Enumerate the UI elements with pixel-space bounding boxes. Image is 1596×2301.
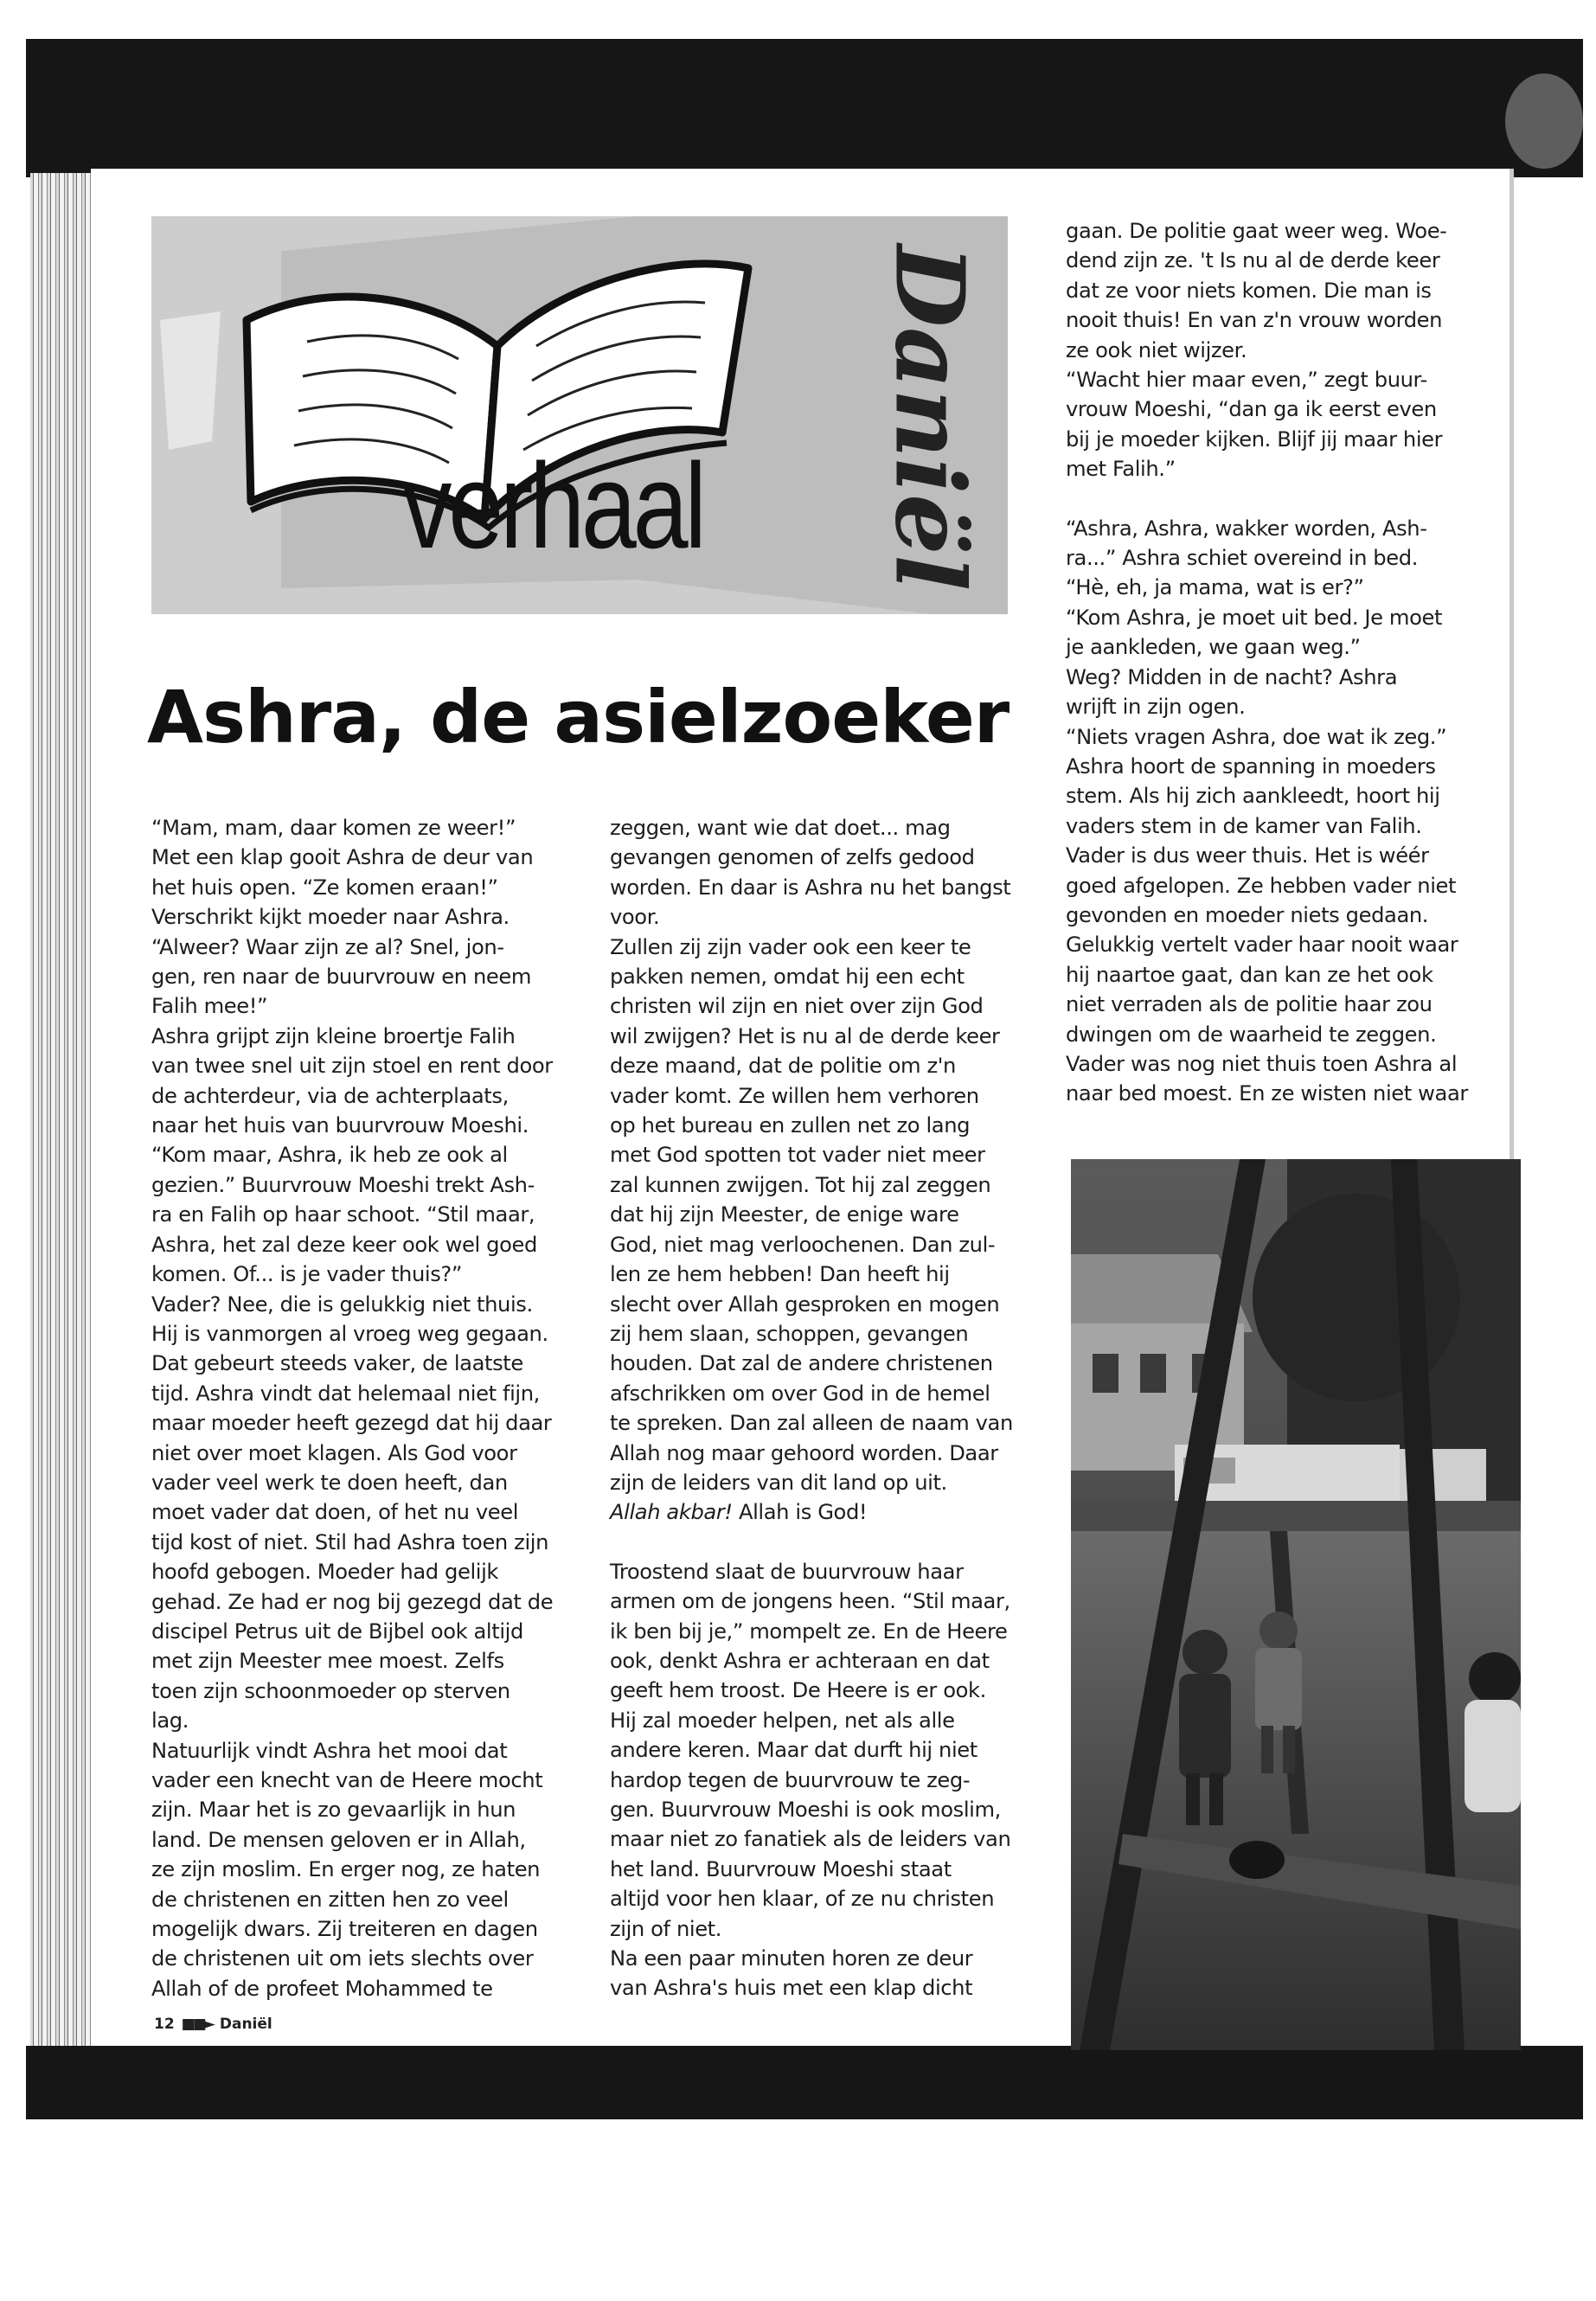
text-line: geeft hem troost. De Heere is er ook. [610,1678,986,1703]
text-line: wil zwijgen? Het is nu al de derde keer [610,1023,1000,1048]
text-line: gen, ren naar de buurvrouw en neem [151,965,532,990]
text-line: deze maand, dat de politie om z'n [610,1054,956,1079]
text-line: Vader is dus weer thuis. Het is wéér [1066,843,1429,868]
text-line: zeggen, want wie dat doet... mag [610,816,951,840]
text-line: Hij zal moeder helpen, net als alle [610,1708,955,1733]
text-line: hij naartoe gaat, dan kan ze het ook [1066,962,1433,987]
text-line: op het bureau en zullen net zo lang [610,1113,971,1138]
text-line: van Ashra's huis met een klap dicht [610,1976,973,2001]
text-line: niet over moet klagen. Als God voor [151,1440,517,1465]
text-line: vader komt. Ze willen hem verhoren [610,1083,979,1108]
text-line: God, niet mag verloochenen. Dan zul- [610,1232,996,1257]
text-line: maar niet zo fanatiek als de leiders van [610,1827,1011,1852]
text-line: Natuurlijk vindt Ashra het mooi dat [151,1738,508,1763]
text-line: christen wil zijn en niet over zijn God [610,994,984,1019]
text-line: lag. [151,1708,189,1734]
text-line: vader een knecht van de Heere mocht [151,1768,543,1792]
text-line: afschrikken om over God in de hemel [610,1381,990,1406]
text-line: dwingen om de waarheid te zeggen. [1066,1022,1437,1047]
text-line: met God spotten tot vader niet meer [610,1143,985,1168]
text-line: voor. [610,905,660,930]
text-line: gaan. De politie gaat weer weg. Woe- [1066,219,1447,243]
text-line: dend zijn ze. 't Is nu al de derde keer [1066,248,1440,273]
text-line: land. De mensen geloven er in Allah, [151,1827,526,1852]
text-line: vrouw Moeshi, “dan ga ik eerst even [1066,397,1437,422]
text-line: Hij is vanmorgen al vroeg weg gegaan. [151,1321,548,1346]
text-line: “Wacht hier maar even,” zegt buur- [1066,368,1427,393]
text-line: nooit thuis! En van z'n vrouw worden [1066,308,1443,333]
playground-photo-image [1071,1159,1521,2050]
text-line: ra en Falih op haar schoot. “Stil maar, [151,1202,535,1227]
text-line: hardop tegen de buurvrouw te zeg- [610,1767,971,1792]
text-line: tijd kost of niet. Stil had Ashra toen zijn [151,1529,549,1554]
text-line: Zullen zij zijn vader ook een keer te [610,934,971,959]
text-line: van twee snel uit zijn stoel en rent door [151,1054,553,1079]
page-number: 12 [154,2016,175,2033]
arrow-icon: ■■► [181,2016,213,2033]
section-label: verhaal [402,438,703,574]
scan-top-border [26,39,1583,177]
text-line: moet vader dat doen, of het nu veel [151,1500,519,1525]
text-line: “Hè, eh, ja mama, wat is er?” [1066,575,1364,600]
text-line: ze zijn moslim. En erger nog, ze haten [151,1857,541,1882]
text-line: komen. Of... is je vader thuis?” [151,1262,462,1287]
text-line: Na een paar minuten horen ze deur [610,1946,973,1971]
text-line: Falih mee!” [151,994,268,1019]
text-line: bij je moeder kijken. Blijf jij maar hier [1066,426,1443,452]
text-line: len ze hem hebben! Dan heeft hij [610,1262,950,1287]
text-line: “Ashra, Ashra, wakker worden, Ash- [1066,516,1427,541]
text-line: zijn de leiders van dit land op uit. [610,1470,947,1495]
text-line: andere keren. Maar dat durft hij niet [610,1738,977,1763]
text-line: slecht over Allah gesproken en mogen [610,1292,1000,1317]
article-title: Ashra, de asielzoeker [147,675,1010,760]
text-line: wrijft in zijn ogen. [1066,695,1246,720]
text-line: dat hij zijn Meester, de enige ware [610,1202,959,1227]
text-line: Verschrikt kijkt moeder naar Ashra. [151,905,510,930]
text-line: worden. En daar is Ashra nu het bangst [610,875,1011,900]
text-span: Allah is God! [738,1500,868,1525]
text-line: Ashra, het zal deze keer ook wel goed [151,1232,537,1257]
text-line: stem. Als hij zich aankleedt, hoort hij [1066,784,1440,809]
text-line: Vader was nog niet thuis toen Ashra al [1066,1051,1458,1076]
text-line: zal kunnen zwijgen. Tot hij zal zeggen [610,1172,991,1197]
text-line [610,1497,1034,1527]
scan-bottom-border [26,2046,1583,2119]
text-line: Allah nog maar gehoord worden. Daar [610,1440,998,1465]
magazine-logo-text: Daniël [874,244,986,591]
text-line: gen. Buurvrouw Moeshi is ook moslim, [610,1798,1001,1822]
text-line: vader veel werk te doen heeft, dan [151,1470,508,1495]
text-line: gevonden en moeder niets gedaan. [1066,902,1429,927]
text-line: Weg? Midden in de nacht? Ashra [1066,664,1398,689]
text-line: gevangen genomen of zelfs gedood [610,845,975,870]
text-line: met zijn Meester mee moest. Zelfs [151,1649,504,1674]
text-line: gehad. Ze had er nog bij gezegd dat de [151,1589,554,1614]
text-line: dat ze voor niets komen. Die man is [1066,278,1432,303]
text-line: tijd. Ashra vindt dat helemaal niet fijn, [151,1381,540,1406]
text-line: toen zijn schoonmoeder op sterven [151,1678,510,1703]
article-column-2 [610,813,1034,2003]
text-line: de christenen en zitten hen zo veel [151,1887,509,1912]
text-line: de achterdeur, via de achterplaats, [151,1083,509,1108]
text-line: met Falih.” [1066,457,1176,482]
text-line: Met een klap gooit Ashra de deur van [151,845,534,870]
text-line: hoofd gebogen. Moeder had gelijk [151,1560,499,1585]
text-line: Vader? Nee, die is gelukkig niet thuis. [151,1292,533,1317]
text-line: mogelijk dwars. Zij treiteren en dagen [151,1917,538,1942]
text-line: de christenen uit om iets slechts over [151,1946,534,1971]
text-line: Ashra hoort de spanning in moeders [1066,753,1436,779]
text-line: zij hem slaan, schoppen, gevangen [610,1321,969,1346]
text-line: zijn of niet. [610,1916,722,1941]
text-line: ik ben bij je,” mompelt ze. En de Heere [610,1618,1008,1644]
text-line: Gelukkig vertelt vader haar nooit waar [1066,933,1458,958]
text-line: Troostend slaat de buurvrouw haar [610,1559,964,1584]
text-line: altijd voor hen klaar, of ze nu christen [610,1887,995,1912]
text-line: ook, denkt Ashra er achteraan en dat [610,1648,990,1673]
text-line: naar het huis van buurvrouw Moeshi. [151,1113,529,1138]
text-line: armen om de jongens heen. “Stil maar, [610,1589,1010,1614]
text-line: discipel Petrus uit de Bijbel ook altijd [151,1618,523,1644]
text-line: “Kom maar, Ashra, ik heb ze ook al [151,1143,508,1168]
text-line: Dat gebeurt steeds vaker, de laatste [151,1351,523,1376]
text-line: ze ook niet wijzer. [1066,337,1247,362]
magazine-logo [874,221,986,614]
italic-phrase: Allah akbar! [610,1500,733,1525]
magazine-spine [30,173,95,2050]
text-line: “Niets vragen Ashra, doe wat ik zeg.” [1066,724,1447,749]
footer-magazine-name: Daniël [219,2016,272,2033]
text-line: het land. Buurvrouw Moeshi staat [610,1856,952,1881]
text-line: “Kom Ashra, je moet uit bed. Je moet [1066,605,1443,630]
text-line: Allah of de profeet Mohammed te [151,1976,493,2001]
text-line: je aankleden, we gaan weg.” [1066,635,1361,660]
article-column-3 [1066,216,1494,1109]
text-line: niet verraden als de politie haar zou [1066,992,1433,1017]
text-line: maar moeder heeft gezegd dat hij daar [151,1411,552,1436]
text-line: goed afgelopen. Ze hebben vader niet [1066,873,1457,898]
text-line: “Mam, mam, daar komen ze weer!” [151,816,516,840]
text-line: houden. Dat zal de andere christenen [610,1351,993,1376]
text-line: gezien.” Buurvrouw Moeshi trekt Ash- [151,1172,535,1197]
article-photo [1071,1159,1521,2050]
article-column-1 [151,813,575,2003]
text-line: naar bed moest. En ze wisten niet waar [1066,1081,1468,1106]
page-footer [154,2016,272,2033]
text-line: ra...” Ashra schiet overeind in bed. [1066,546,1418,571]
text-line: pakken nemen, omdat hij een echt [610,965,965,990]
text-line: Ashra grijpt zijn kleine broertje Falih [151,1023,516,1048]
text-line: vaders stem in de kamer van Falih. [1066,813,1422,838]
text-line: zijn. Maar het is zo gevaarlijk in hun [151,1798,516,1823]
text-line: te spreken. Dan zal alleen de naam van [610,1411,1013,1436]
text-line: het huis open. “Ze komen eraan!” [151,875,498,900]
text-line: “Alweer? Waar zijn ze al? Snel, jon- [151,934,504,959]
